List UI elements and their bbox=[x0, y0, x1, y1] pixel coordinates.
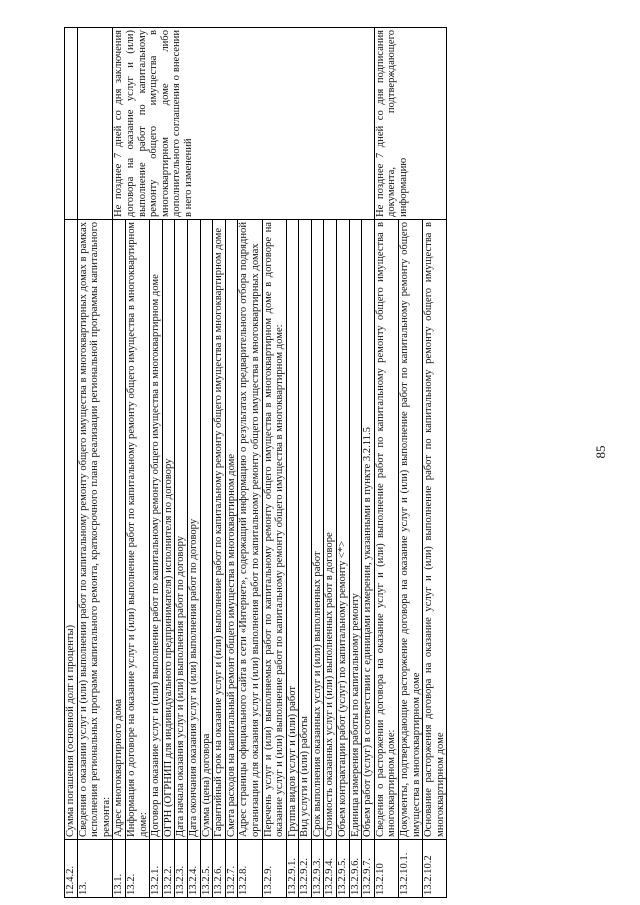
row-description: Сведения о оказании услуг и (или) выполнении работ по капитальному ремонту общего имущества в многоквартирных домах в рамках исполнения региональных программ капитального ремонта, краткосрочного плана реализации региональной программы капитального ремонта: bbox=[77, 220, 113, 840]
row-description: Документы, подтверждающие расторжение договора на оказание услуг и (или) выполнение работ по капитальному ремонту общего имущества в многоквартирном доме bbox=[399, 220, 423, 840]
row-description: Перечень услуг и (или) выполняемых работ по капитальному ремонту общего имущества в многоквартирном доме в договоре на оказание услуг и (или) выполнение работ по капитальному ремонту общего имущества в многоквартирном доме: bbox=[262, 220, 286, 840]
row-number: 13. bbox=[77, 840, 113, 898]
row-number: 13.2. bbox=[125, 840, 149, 898]
deadline-cell: Не позднее 7 дней со дня заключения договора на оказание услуг и (или) выполнение работ по капитальному ремонту общего имущества в многоквартирном доме либо дополнительного соглашения о внесении в него изменений bbox=[113, 28, 374, 220]
row-number: 13.2.9.7. bbox=[362, 840, 375, 898]
row-number: 13.2.5. bbox=[200, 840, 213, 898]
row-description: Дата окончания оказания услуг и (или) выполнения работ по договору bbox=[187, 220, 200, 840]
row-description: Группа видов услуг и (или) работ bbox=[286, 220, 299, 840]
row-number: 13.2.9.1. bbox=[286, 840, 299, 898]
row-number: 13.2.3. bbox=[175, 840, 188, 898]
table-row bbox=[77, 28, 113, 898]
deadline-cell: Не позднее 7 дней со дня подписания документа, подтверждающего информацию bbox=[374, 28, 447, 220]
row-description: Сумма (цена) договора bbox=[200, 220, 213, 840]
table-row bbox=[65, 28, 78, 898]
table-body bbox=[65, 28, 447, 898]
row-number: 13.2.9.4. bbox=[324, 840, 337, 898]
row-number: 13.2.2. bbox=[162, 840, 175, 898]
row-description: Единица измерения работы по капитальному ремонту bbox=[349, 220, 362, 840]
row-number: 12.4.2. bbox=[65, 840, 78, 898]
row-description: Договор на оказание услуг и (или) выполнение работ по капитальному ремонту общего имущества в многоквартирном доме bbox=[150, 220, 163, 840]
row-number: 13.2.9.2. bbox=[299, 840, 312, 898]
row-description: Смета расходов на капитальный ремонт общего имущества в многоквартирном доме bbox=[225, 220, 238, 840]
row-description: Адрес страницы официального сайта в сети «Интернет», содержащий информацию о результатах предварительного отбора подрядной организации для оказания услуг и (или) выполнения работ по капитальному ремонту общего имущества в многоквартирных домах bbox=[238, 220, 262, 840]
row-number: 13.2.4. bbox=[187, 840, 200, 898]
row-description: Объем контрактации работ (услуг) по капитальному ремонту <*> bbox=[337, 220, 350, 840]
row-description: ОГРН (ОГРНИП для индивидуального предпринимателя) исполнителя по договору bbox=[162, 220, 175, 840]
deadline-cell bbox=[65, 28, 78, 220]
row-number: 13.2.9.3. bbox=[311, 840, 324, 898]
row-number: 13.2.9.6. bbox=[349, 840, 362, 898]
row-number: 13.1. bbox=[113, 840, 126, 898]
row-description: Вид услуги и (или) работы bbox=[299, 220, 312, 840]
row-description: Гарантийный срок на оказание услуг и (или) выполнение работ по капитальному ремонту общего имущества в многоквартирном доме bbox=[213, 220, 226, 840]
row-description: Адрес многоквартирного дома bbox=[113, 220, 126, 840]
row-description: Объем работ (услуг) в соответствии с единицами измерения, указанными в пункте 3.2.11.5 bbox=[362, 220, 375, 840]
page-number: 85 bbox=[593, 445, 608, 459]
row-description: Основание расторжения договора на оказание услуг и (или) выполнение работ по капитальному ремонту общего имущества в многоквартирном доме bbox=[423, 220, 447, 840]
table-row bbox=[113, 28, 126, 898]
row-number: 13.2.10 bbox=[374, 840, 398, 898]
rotated-table-container bbox=[64, 28, 594, 898]
row-description: Сумма погашения (основной долг и проценты) bbox=[65, 220, 78, 840]
row-number: 13.2.6. bbox=[213, 840, 226, 898]
row-number: 13.2.10.1. bbox=[399, 840, 423, 898]
row-number: 13.2.9. bbox=[262, 840, 286, 898]
row-description: Стоимость оказанных услуг и (или) выполненных работ в договоре bbox=[324, 220, 337, 840]
row-description: Дата начала оказания услуг и (или) выполнения работ по договору bbox=[175, 220, 188, 840]
row-number: 13.2.9.5. bbox=[337, 840, 350, 898]
table-row bbox=[374, 28, 398, 898]
row-number: 13.2.1. bbox=[150, 840, 163, 898]
row-number: 13.2.7. bbox=[225, 840, 238, 898]
row-number: 13.2.8. bbox=[238, 840, 262, 898]
row-description: Сведения о расторжении договора на оказание услуг и (или) выполнение работ по капитальному ремонту общего имущества в многоквартирном доме: bbox=[374, 220, 398, 840]
row-number: 13.2.10.2 bbox=[423, 840, 447, 898]
disclosure-table bbox=[64, 27, 447, 898]
row-description: Срок выполнения оказанных услуг и (или) выполненных работ bbox=[311, 220, 324, 840]
row-description: Информация о договоре на оказание услуг и (или) выполнение работ по капитальному ремонту общего имущества в многоквартирном доме: bbox=[125, 220, 149, 840]
deadline-cell bbox=[77, 28, 113, 220]
